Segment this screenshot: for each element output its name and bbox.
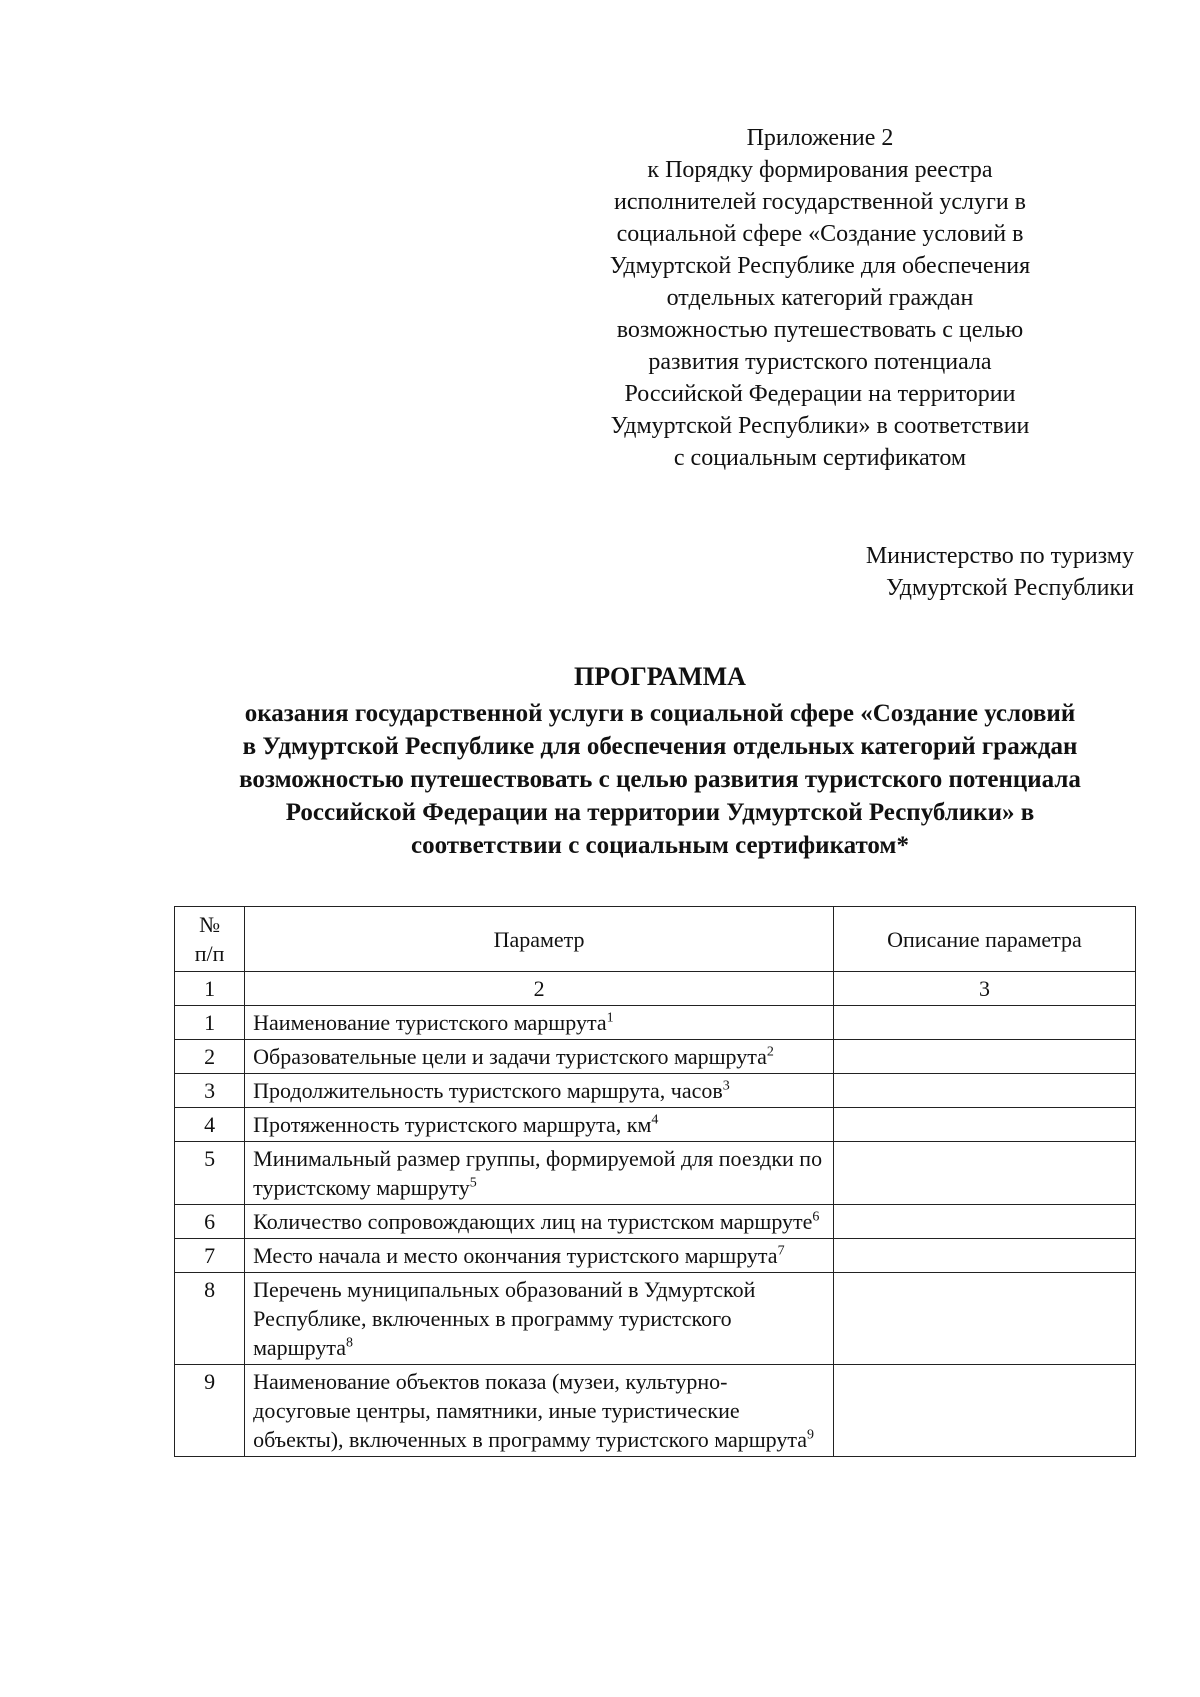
table-row bbox=[175, 1365, 1136, 1457]
appendix-line: Удмуртской Республики» в соответствии bbox=[610, 413, 1030, 439]
footnote-marker: 7 bbox=[777, 1243, 785, 1259]
row-description bbox=[833, 1040, 1135, 1074]
row-number: 3 bbox=[175, 1074, 245, 1108]
footnote-marker: 4 bbox=[651, 1112, 659, 1128]
column-index: 1 bbox=[175, 972, 245, 1006]
row-parameter-text: Наименование туристского маршрута bbox=[253, 1010, 607, 1035]
program-title-line: в Удмуртской Республике для обеспечения отдельных категорий граждан bbox=[242, 733, 1078, 760]
table-row bbox=[175, 1074, 1136, 1108]
program-heading: ПРОГРАММА bbox=[574, 662, 746, 691]
row-parameter bbox=[245, 1074, 834, 1108]
row-parameter bbox=[245, 1040, 834, 1074]
row-number: 4 bbox=[175, 1108, 245, 1142]
footnote-marker: 9 bbox=[807, 1427, 815, 1443]
header-description: Описание параметра bbox=[833, 907, 1135, 972]
column-index-row bbox=[175, 972, 1136, 1006]
row-description bbox=[833, 1365, 1135, 1457]
row-parameter-text: Минимальный размер группы, формируемой для поездки по туристскому маршруту bbox=[253, 1146, 823, 1200]
row-parameter bbox=[245, 1205, 834, 1239]
column-index: 2 bbox=[245, 972, 834, 1006]
program-title bbox=[180, 660, 1140, 862]
row-number: 8 bbox=[175, 1273, 245, 1365]
header-number-line2: п/п bbox=[194, 941, 225, 966]
row-description bbox=[833, 1273, 1135, 1365]
table-row bbox=[175, 1273, 1136, 1365]
program-title-line: соответствии с социальным сертификатом* bbox=[411, 832, 909, 859]
header-number bbox=[175, 907, 245, 972]
footnote-marker: 6 bbox=[812, 1209, 820, 1225]
row-parameter bbox=[245, 1239, 834, 1273]
footnote-marker: 1 bbox=[606, 1010, 614, 1026]
table-row bbox=[175, 1108, 1136, 1142]
appendix-line: с социальным сертификатом bbox=[673, 445, 967, 471]
program-title-line: Российской Федерации на территории Удмуртской Республики» в bbox=[285, 799, 1035, 826]
appendix-block bbox=[560, 122, 1080, 474]
table-row bbox=[175, 1040, 1136, 1074]
row-parameter-text: Продолжительность туристского маршрута, часов bbox=[253, 1078, 723, 1103]
appendix-line: к Порядку формирования реестра bbox=[647, 157, 993, 183]
row-parameter bbox=[245, 1273, 834, 1365]
row-number: 9 bbox=[175, 1365, 245, 1457]
header-number-line1: № bbox=[199, 912, 221, 937]
footnote-marker: 8 bbox=[345, 1335, 353, 1351]
row-description bbox=[833, 1006, 1135, 1040]
appendix-line: Удмуртской Республике для обеспечения bbox=[609, 253, 1031, 279]
ministry-line: Удмуртской Республики bbox=[886, 575, 1134, 601]
row-number: 2 bbox=[175, 1040, 245, 1074]
row-description bbox=[833, 1239, 1135, 1273]
row-parameter-text: Место начала и место окончания туристского маршрута bbox=[253, 1243, 778, 1268]
appendix-line: Приложение 2 bbox=[746, 125, 894, 151]
table-row bbox=[175, 1006, 1136, 1040]
row-description bbox=[833, 1142, 1135, 1205]
row-parameter-text: Перечень муниципальных образований в Удмуртской Республике, включенных в программу туристского маршрута bbox=[253, 1277, 756, 1360]
ministry-line: Министерство по туризму bbox=[865, 543, 1134, 569]
program-title-line: возможностью путешествовать с целью развития туристского потенциала bbox=[239, 766, 1081, 793]
row-description bbox=[833, 1205, 1135, 1239]
program-title-line: оказания государственной услуги в социальной сфере «Создание условий bbox=[244, 700, 1076, 727]
row-number: 6 bbox=[175, 1205, 245, 1239]
row-number: 7 bbox=[175, 1239, 245, 1273]
row-parameter bbox=[245, 1142, 834, 1205]
header-parameter: Параметр bbox=[245, 907, 834, 972]
row-number: 5 bbox=[175, 1142, 245, 1205]
row-description bbox=[833, 1074, 1135, 1108]
row-parameter bbox=[245, 1108, 834, 1142]
row-parameter-text: Наименование объектов показа (музеи, культурно-досуговые центры, памятники, иные туристические объекты), включенных в программу туристского маршрута bbox=[253, 1369, 808, 1452]
appendix-line: возможностью путешествовать с целью bbox=[616, 317, 1024, 343]
row-number: 1 bbox=[175, 1006, 245, 1040]
table-row bbox=[175, 1239, 1136, 1273]
appendix-line: отдельных категорий граждан bbox=[666, 285, 974, 311]
row-description bbox=[833, 1108, 1135, 1142]
appendix-line: развития туристского потенциала bbox=[648, 349, 992, 375]
row-parameter-text: Количество сопровождающих лиц на туристском маршруте bbox=[253, 1209, 813, 1234]
table-header-row bbox=[175, 907, 1136, 972]
parameters-table bbox=[174, 906, 1136, 1457]
row-parameter-text: Образовательные цели и задачи туристского маршрута bbox=[253, 1044, 767, 1069]
table-row bbox=[175, 1142, 1136, 1205]
appendix-line: Российской Федерации на территории bbox=[624, 381, 1016, 407]
table-row bbox=[175, 1205, 1136, 1239]
row-parameter-text: Протяженность туристского маршрута, км bbox=[253, 1112, 652, 1137]
row-parameter bbox=[245, 1006, 834, 1040]
column-index: 3 bbox=[833, 972, 1135, 1006]
footnote-marker: 2 bbox=[766, 1044, 774, 1060]
row-parameter bbox=[245, 1365, 834, 1457]
ministry-block bbox=[714, 540, 1134, 604]
appendix-line: исполнителей государственной услуги в bbox=[614, 189, 1026, 215]
footnote-marker: 3 bbox=[722, 1078, 730, 1094]
footnote-marker: 5 bbox=[469, 1175, 477, 1191]
appendix-line: социальной сфере «Создание условий в bbox=[616, 221, 1024, 247]
